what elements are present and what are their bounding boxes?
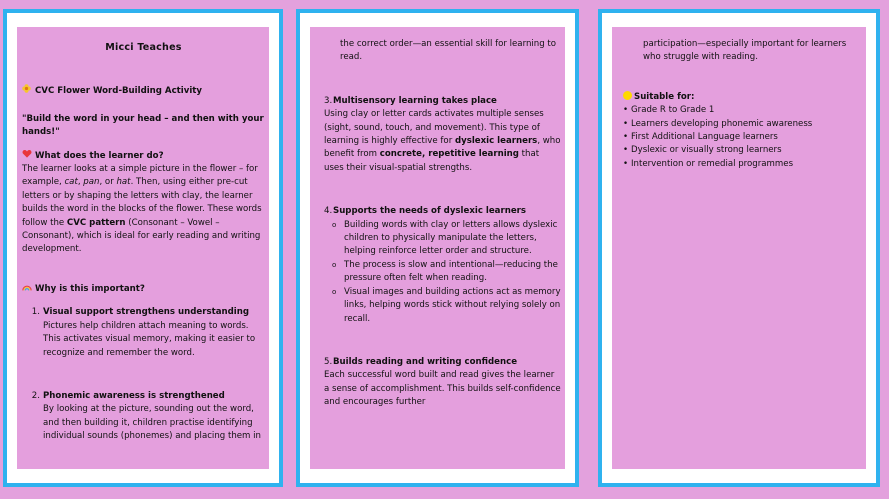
why-heading-line bbox=[22, 283, 265, 296]
panel-left bbox=[3, 9, 283, 487]
bullet-marker: • bbox=[623, 118, 629, 129]
reason-4-bullet-list bbox=[324, 219, 561, 326]
reason-4-bullet-text: Building words with clay or letters allows dyslexic children to physically manipulate the letters, helping reinforce letter order and structure. bbox=[344, 219, 558, 257]
suitable-list-item bbox=[623, 144, 862, 157]
reason-3-text-a: Using clay or letter cards activates multiple senses (sight, sound, touch, and movement). This type of learning is highly effective for bbox=[324, 109, 544, 147]
what-heading: What does the learner do? bbox=[35, 150, 164, 161]
reason-4-bullet bbox=[332, 259, 561, 286]
reason-3-text-e: that uses their visual-spatial strengths. bbox=[324, 149, 540, 173]
suitable-item-text: First Additional Language learners bbox=[631, 132, 778, 143]
panel-left-content bbox=[17, 27, 269, 469]
heart-icon bbox=[22, 150, 32, 163]
panel-middle bbox=[296, 9, 579, 487]
sub-bullet-marker: o bbox=[332, 287, 337, 296]
reason-3-title: Multisensory learning takes place bbox=[333, 95, 497, 106]
why-heading: Why is this important? bbox=[35, 283, 145, 294]
reason-item-2 bbox=[22, 390, 265, 403]
panel-middle-content bbox=[310, 27, 565, 469]
reason-item-1 bbox=[22, 306, 265, 319]
reason-4-bullet-text: The process is slow and intentional—reducing the pressure often felt when reading. bbox=[344, 259, 558, 284]
what-text-1: The learner looks at a simple picture in the flower – for example, bbox=[22, 164, 258, 188]
suitable-item-text: Learners developing phonemic awareness bbox=[631, 118, 813, 129]
sub-bullet-marker: o bbox=[332, 260, 337, 269]
suitable-list-item bbox=[623, 158, 862, 171]
suitable-list bbox=[623, 104, 862, 171]
reason-3-text-c: , who benefit from bbox=[324, 136, 561, 160]
reason-item-3 bbox=[324, 95, 561, 108]
yellow-circle-icon bbox=[623, 91, 632, 100]
suitable-list-item bbox=[623, 131, 862, 144]
reason-2-number: 2. bbox=[31, 390, 40, 401]
reason-4-bullet-text: Visual images and building actions act as memory links, helping words stick without relying solely on recall. bbox=[344, 286, 561, 324]
example-hat: hat bbox=[116, 177, 131, 188]
reason-item-5 bbox=[324, 356, 561, 369]
reason-3-dyslexic-learners: dyslexic learners bbox=[454, 136, 538, 147]
cvc-pattern-term: CVC pattern bbox=[66, 217, 126, 228]
reason-1-body: Pictures help children attach meaning to words. This activates visual memory, making it easier to recognize and remember the word. bbox=[43, 320, 256, 358]
suitable-item-text: Intervention or remedial programmes bbox=[631, 158, 794, 169]
reason-4-bullet bbox=[332, 219, 561, 259]
continued-text: the correct order—an essential skill for learning to read. bbox=[340, 39, 557, 63]
reason-item-4 bbox=[324, 205, 561, 218]
bullet-marker: • bbox=[623, 145, 629, 156]
reason-5-body: Each successful word built and read gives the learner a sense of accomplishment. This builds self-confidence and encourages further bbox=[324, 370, 561, 408]
motto-quote: "Build the word in your head – and then with your hands!" bbox=[22, 113, 264, 138]
example-cat: cat bbox=[64, 177, 78, 188]
reason-3-body bbox=[324, 108, 561, 175]
panel-right bbox=[598, 9, 880, 487]
what-paragraph bbox=[22, 163, 265, 257]
suitable-list-item bbox=[623, 118, 862, 131]
bullet-marker: • bbox=[623, 158, 629, 169]
flower-icon bbox=[22, 84, 32, 98]
reason-4-number: 4. bbox=[324, 206, 333, 217]
activity-title: CVC Flower Word-Building Activity bbox=[35, 86, 202, 97]
reason-5-number: 5. bbox=[324, 356, 333, 367]
suitable-heading-line bbox=[623, 91, 862, 104]
suitable-item-text: Grade R to Grade 1 bbox=[631, 105, 715, 116]
reason-5-title: Builds reading and writing confidence bbox=[333, 356, 518, 367]
example-pan: pan bbox=[83, 177, 100, 188]
reason-4-title: Supports the needs of dyslexic learners bbox=[333, 206, 527, 217]
brand-title: Micci Teaches bbox=[105, 42, 182, 53]
reason-3-number: 3. bbox=[324, 95, 333, 106]
reason-4-bullet bbox=[332, 286, 561, 326]
continued-text: participation—especially important for learners who struggle with reading. bbox=[643, 39, 847, 63]
example-sep-2: , or bbox=[99, 177, 117, 188]
reason-2-body: By looking at the picture, sounding out the word, and then building it, children practise identifying individual sounds (phonemes) and placing them in bbox=[43, 404, 261, 442]
reason-3-concrete-learning: concrete, repetitive learning bbox=[379, 149, 519, 160]
suitable-heading: Suitable for: bbox=[634, 91, 695, 102]
panel-right-content bbox=[612, 27, 866, 469]
reason-1-title: Visual support strengthens understanding bbox=[43, 307, 249, 318]
suitable-list-item bbox=[623, 104, 862, 117]
example-sep-1: , bbox=[77, 177, 84, 188]
what-text-2: . Then, using either pre-cut letters or by shaping the letters with clay, the learner builds the word in the blocks of the flower. These words follow the bbox=[22, 177, 262, 228]
bullet-marker: • bbox=[623, 132, 629, 143]
sub-bullet-marker: o bbox=[332, 220, 337, 229]
what-heading-line bbox=[22, 150, 265, 163]
rainbow-icon bbox=[22, 283, 32, 296]
reason-2-title: Phonemic awareness is strengthened bbox=[43, 390, 225, 401]
what-text-3: (Consonant – Vowel – Consonant), which is ideal for early reading and writing development. bbox=[22, 217, 261, 255]
reason-1-number: 1. bbox=[31, 307, 40, 318]
activity-title-line bbox=[22, 84, 265, 98]
suitable-item-text: Dyslexic or visually strong learners bbox=[631, 145, 782, 156]
bullet-marker: • bbox=[623, 105, 629, 116]
